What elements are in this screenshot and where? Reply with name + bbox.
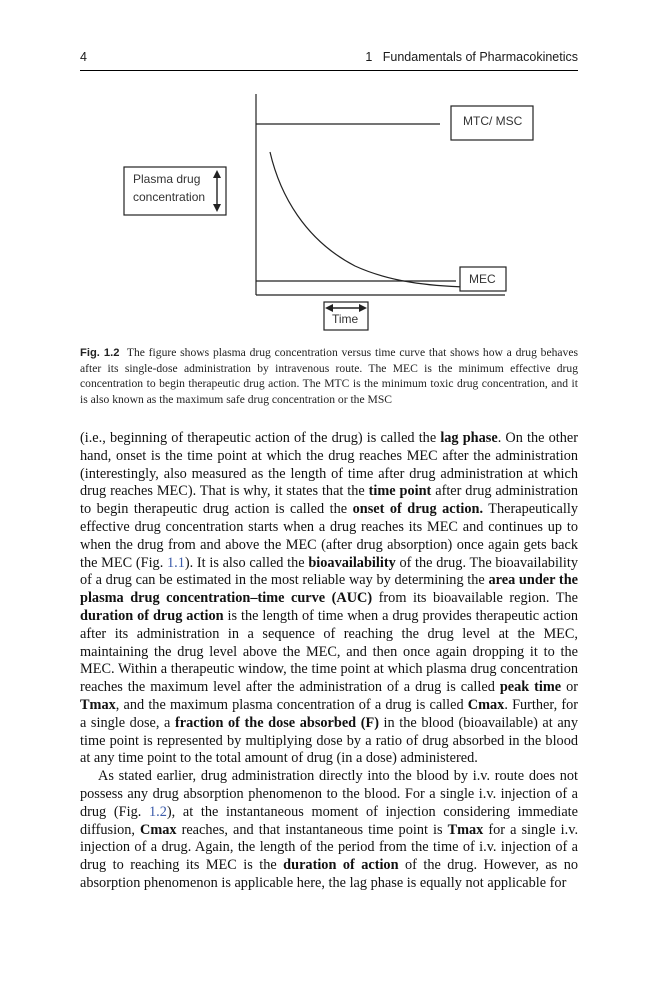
bold-term: Cmax	[140, 821, 177, 838]
bold-term: area under the plasma drug concentration–time curve (AUC)	[80, 572, 578, 607]
plasma-label-line1: Plasma drug	[133, 172, 201, 186]
page-number: 4	[80, 50, 87, 64]
bold-term: fraction of the dose absorbed (F)	[174, 714, 379, 731]
caption-text: The figure shows plasma drug concentration versus time curve that shows how a drug behaves after its single-dose administration by intravenous route. The MEC is the minimum effective drug concentration to begin therapeutic drug action. The MTC is the minimum toxic drug concentration, and it is also known as the maximum safe drug concentration or the MSC	[80, 346, 579, 406]
text-run: after drug administration to begin therapeutic drug action is called the	[80, 483, 578, 518]
bold-term: Tmax	[447, 821, 484, 838]
paragraph-1	[80, 430, 578, 768]
text-run: Therapeutically effective drug concentration starts when a drug reaches its MEC and continues up to when the drug from and above the MEC (after drug absorption) once again gets back the MEC (Fig.	[80, 501, 578, 571]
text-run: or	[561, 679, 579, 696]
bold-term: Tmax	[80, 696, 116, 713]
figure-caption	[80, 345, 578, 407]
text-run: for a single i.v. injection of a drug. Again, the length of the period from the time of i.v. injection of a drug to reaching its MEC is the	[80, 821, 579, 874]
text-run: ). It is also called the	[184, 554, 309, 571]
paragraph-2	[80, 768, 578, 893]
bold-term: peak time	[499, 679, 562, 696]
figure-reference-link[interactable]: 1.2	[148, 803, 167, 820]
mec-label: MEC	[469, 272, 496, 286]
mtc-label: MTC/ MSC	[463, 114, 523, 128]
bold-term: Cmax	[467, 696, 505, 713]
bold-term: bioavailability	[308, 554, 396, 571]
text-run: is the length of time when a drug provides therapeutic action after its administration in a sequence of reaching the drug level at the MEC, maintaining the drug level above the MEC, and then once again dropping it to the MEC. Within a therapeutic window, the time point at which plasma drug concentration reaches the maximum level after the administration of a drug is called	[80, 607, 578, 696]
text-run: of the drug. The bioavailability of a drug can be estimated in the most reliable way by determining the	[80, 554, 578, 589]
text-run: ), at the instantaneous moment of injection considering immediate diffusion,	[80, 803, 579, 838]
figure-number: Fig. 1.2	[80, 347, 120, 359]
running-header	[80, 50, 578, 70]
figure-reference-link[interactable]: 1.1	[166, 554, 185, 571]
text-run: . Further, for a single dose, a	[80, 696, 578, 731]
running-title: 1 Fundamentals of Pharmacokinetics	[365, 50, 578, 64]
bold-term: duration of action	[283, 857, 399, 874]
text-run: As stated earlier, drug administration directly into the blood by i.v. route does not possess any drug absorption phenomenon to the blood. For a single i.v. injection of a drug (Fig.	[80, 768, 578, 820]
text-run: from its bioavailable region. The	[372, 590, 578, 607]
bold-term: onset of drug action.	[352, 501, 484, 518]
bold-term: lag phase	[440, 430, 498, 446]
header-rule	[80, 70, 578, 71]
plasma-label-line2: concentration	[133, 190, 206, 204]
text-run: reaches, and that instantaneous time point is	[176, 821, 448, 838]
concentration-curve	[270, 152, 467, 287]
text-run: of the drug. However, as no absorption phenomenon is applicable here, the lag phase is equally not applicable for	[80, 857, 578, 891]
text-run: , and the maximum plasma concentration of a drug is called	[115, 696, 468, 713]
text-run: (i.e., beginning of therapeutic action of the drug) is called the	[80, 430, 441, 446]
text-run: . On the other hand, onset is the time point at which the drug reaches MEC after the administration (interestingly, also measured as the length of time after drug administration at which drug reaches MEC). That is why, it states that the	[80, 430, 578, 500]
figure-plasma-concentration-curve	[115, 90, 545, 335]
text-run: in the blood (bioavailable) at any time point is represented by multiplying dose by a ratio of drug absorbed in the blood at any time point to the total amount of drug (in a dose) administered.	[80, 714, 578, 767]
bold-term: time point	[368, 483, 432, 500]
bold-term: duration of drug action	[80, 607, 224, 624]
body-text	[80, 430, 578, 893]
time-label: Time	[332, 312, 359, 326]
